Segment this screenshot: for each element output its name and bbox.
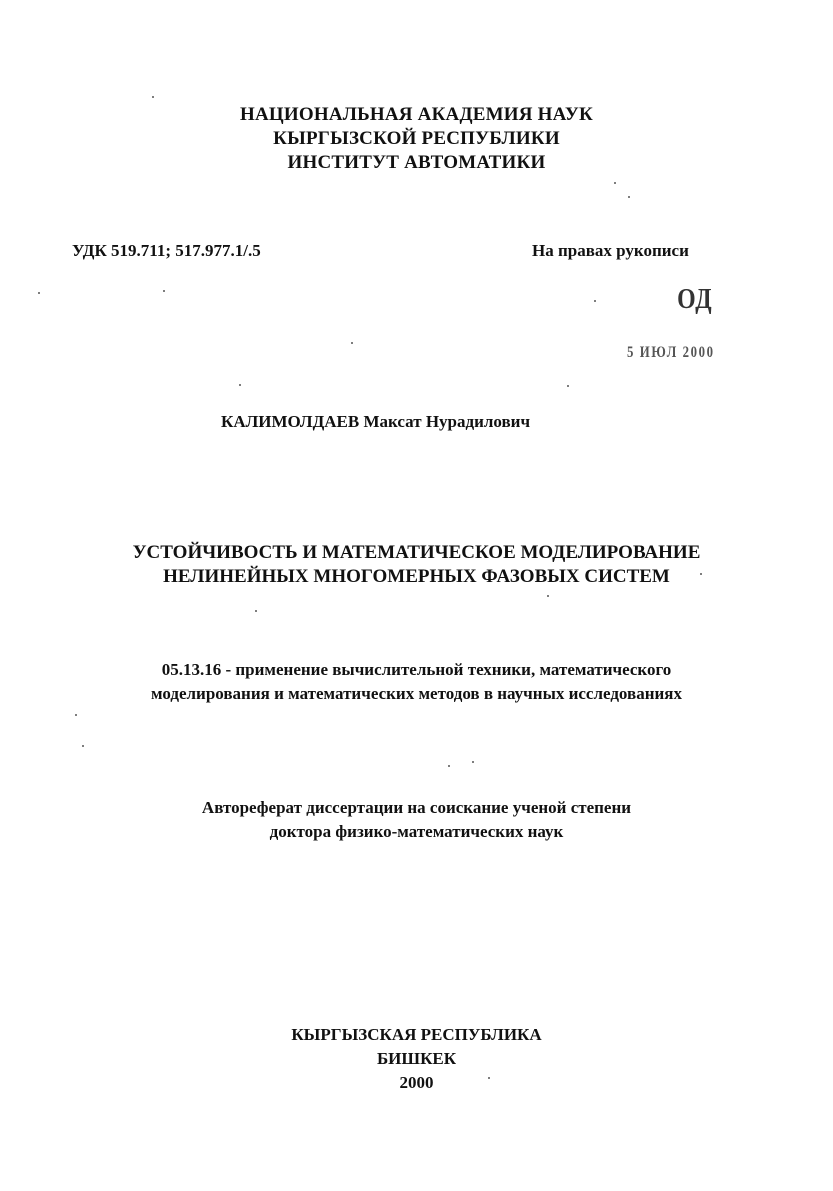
scan-speck <box>614 182 616 184</box>
header-line-academy: НАЦИОНАЛЬНАЯ АКАДЕМИЯ НАУК <box>240 104 593 125</box>
udk-code: УДК 519.711; 517.977.1/.5 <box>72 241 261 260</box>
scan-speck <box>567 385 569 387</box>
header-line-institute: ИНСТИТУТ АВТОМАТИКИ <box>287 152 546 173</box>
degree-line2: доктора физико-математических наук <box>269 822 564 841</box>
dissertation-title-line2: НЕЛИНЕЙНЫХ МНОГОМЕРНЫХ ФАЗОВЫХ СИСТЕМ <box>163 566 670 587</box>
scan-speck <box>472 761 474 763</box>
library-stamp-code: ОД <box>677 284 713 315</box>
degree-line1: Автореферат диссертации на соискание ученой степени <box>201 798 632 817</box>
scan-speck <box>448 765 450 767</box>
scan-speck <box>255 610 257 612</box>
scan-speck <box>628 196 630 198</box>
scan-speck <box>239 384 241 386</box>
library-stamp-date: 5 ИЮЛ 2000 <box>626 344 715 361</box>
dissertation-title-line1: УСТОЙЧИВОСТЬ И МАТЕМАТИЧЕСКОЕ МОДЕЛИРОВАНИЕ <box>132 542 701 563</box>
scan-speck <box>547 595 549 597</box>
scan-speck <box>163 290 165 292</box>
scan-speck <box>700 573 702 575</box>
author-name: КАЛИМОЛДАЕВ Максат Нурадилович <box>221 412 531 431</box>
scan-speck <box>152 96 154 98</box>
manuscript-rights: На правах рукописи <box>532 241 689 260</box>
footer-city: БИШКЕК <box>376 1049 457 1068</box>
scan-speck <box>75 714 77 716</box>
scan-speck <box>488 1077 490 1079</box>
scan-speck <box>351 342 353 344</box>
footer-country: КЫРГЫЗСКАЯ РЕСПУБЛИКА <box>291 1025 542 1044</box>
scan-speck <box>82 745 84 747</box>
header-line-republic: КЫРГЫЗСКОЙ РЕСПУБЛИКИ <box>273 128 560 149</box>
specialty-line2: моделирования и математических методов в научных исследованиях <box>151 684 682 703</box>
scan-speck <box>38 292 40 294</box>
specialty-line1: 05.13.16 - применение вычислительной техники, математического <box>161 660 672 679</box>
footer-year: 2000 <box>399 1073 434 1092</box>
scan-speck <box>594 300 596 302</box>
